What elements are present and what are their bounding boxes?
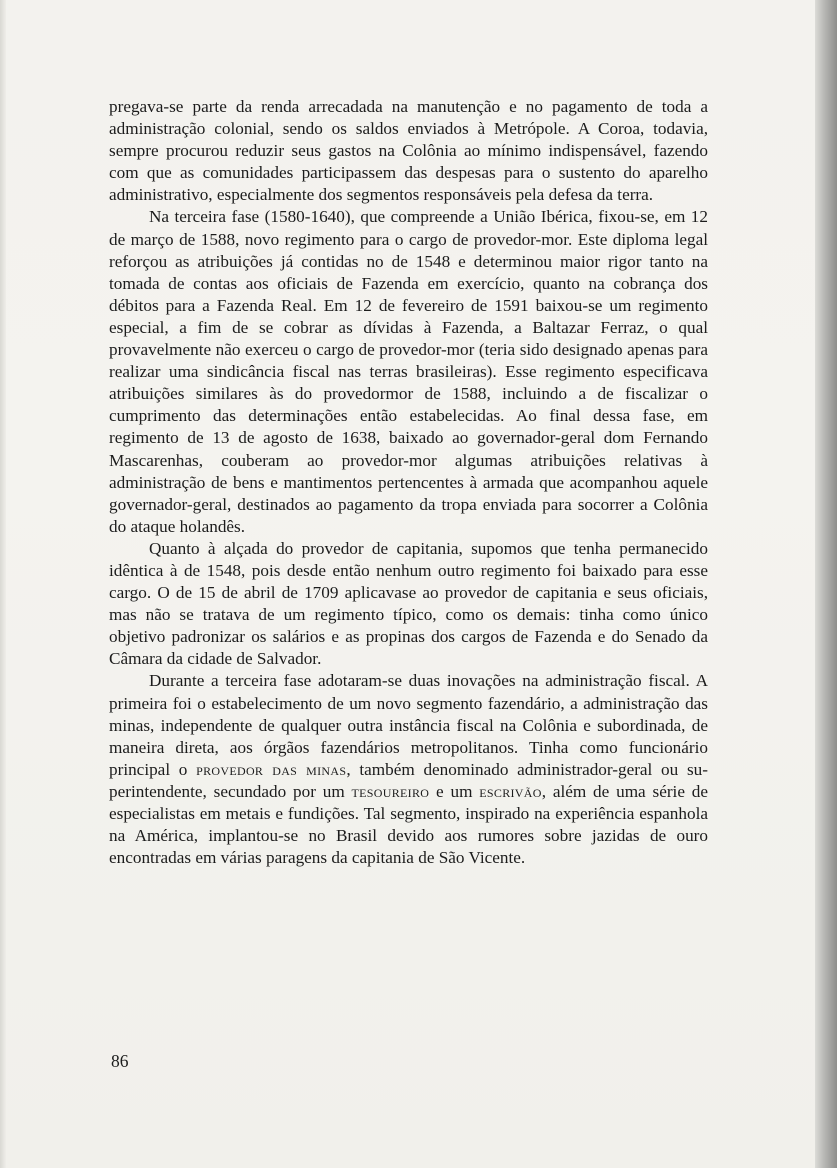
term-escrivao: escrivão	[479, 781, 542, 801]
paragraph-4-text-a: Durante a terceira fase adotaram-se duas inovações na administração fiscal. A primeira foi o estabelecimento de um novo segmento fazendário, a administração das minas, independente de qualquer outra instância fiscal na Colônia e subordinada, de maneira direta, aos órgãos fazendários metropolitanos. Tinha como funcionário principal o	[109, 671, 708, 779]
paragraph-4-text-c: e um	[429, 781, 480, 801]
page-left-edge-shadow	[0, 0, 6, 1168]
paragraph-3: Quanto à alçada do provedor de capitania, supomos que tenha permanecido idêntica à de 1548, pois desde então nenhum outro regimento foi baixado para esse cargo. O de 15 de abril de 1709 aplicavase ao provedor de capitania e seus oficiais, mas não se tratava de um regimento típico, como os demais: tinha como único objetivo padronizar os salários e as propinas dos cargos de Fazenda e do Senado da Câmara da cidade de Salvador.	[109, 538, 708, 669]
term-tesoureiro: tesoureiro	[351, 781, 430, 801]
page-number: 86	[111, 1051, 129, 1071]
paragraph-1: pregava-se parte da renda arrecadada na manutenção e no pagamento de toda a administração colonial, sendo os saldos enviados à Metrópole. A Coroa, todavia, sempre procurou reduzir seus gastos na Colônia ao mínimo indispensável, fazendo com que as comunidades participassem das despesas para o sustento do aparelho administrativo, especialmente dos segmentos responsáveis pela defesa da terra.	[109, 97, 708, 205]
paragraph-4-text-d: , além de uma série de especialistas em metais e fundições. Tal segmento, inspirado na experiência espanhola na América, implantou-se no Brasil devido aos rumores sobre jazidas de ouro encontradas em várias paragens da capitania de São Vicente.	[109, 781, 709, 868]
page-right-edge-shadow	[815, 0, 837, 1168]
paragraph-4	[109, 670, 708, 869]
paragraph-4-text-b: , também denominado administrador-geral ou superintendente, secundado por um	[109, 759, 708, 801]
body-text	[109, 96, 708, 869]
paragraph-2: Na terceira fase (1580-1640), que compreende a União Ibérica, fixou-se, em 12 de março de 1588, novo regimento para o cargo de provedor-mor. Este diploma legal reforçou as atribuições já contidas no de 1548 e determinou maior rigor tanto na tomada de contas aos oficiais de Fazenda em exercício, quanto na cobrança dos débitos para a Fazenda Real. Em 12 de fevereiro de 1591 baixou-se um regimento especial, a fim de se cobrar as dívidas à Fazenda, a Baltazar Ferraz, o qual provavelmente não exerceu o cargo de provedor-mor (teria sido designado apenas para realizar uma sindicância fiscal nas terras brasileiras). Esse regimento especificava atribuições similares às do provedormor de 1588, incluindo a de fiscalizar o cumprimento das determinações então estabelecidas. Ao final dessa fase, em regimento de 13 de agosto de 1638, baixado ao governador-geral dom Fernando Mascarenhas, couberam ao provedor-mor algumas atribuições relativas à administração de bens e mantimentos pertencentes à armada que acompanhou aquele governador-geral, destinados ao pagamento da tropa enviada para socorrer a Colônia do ataque holandês.	[109, 207, 708, 536]
term-provedor-das-minas: provedor das minas	[196, 759, 347, 779]
